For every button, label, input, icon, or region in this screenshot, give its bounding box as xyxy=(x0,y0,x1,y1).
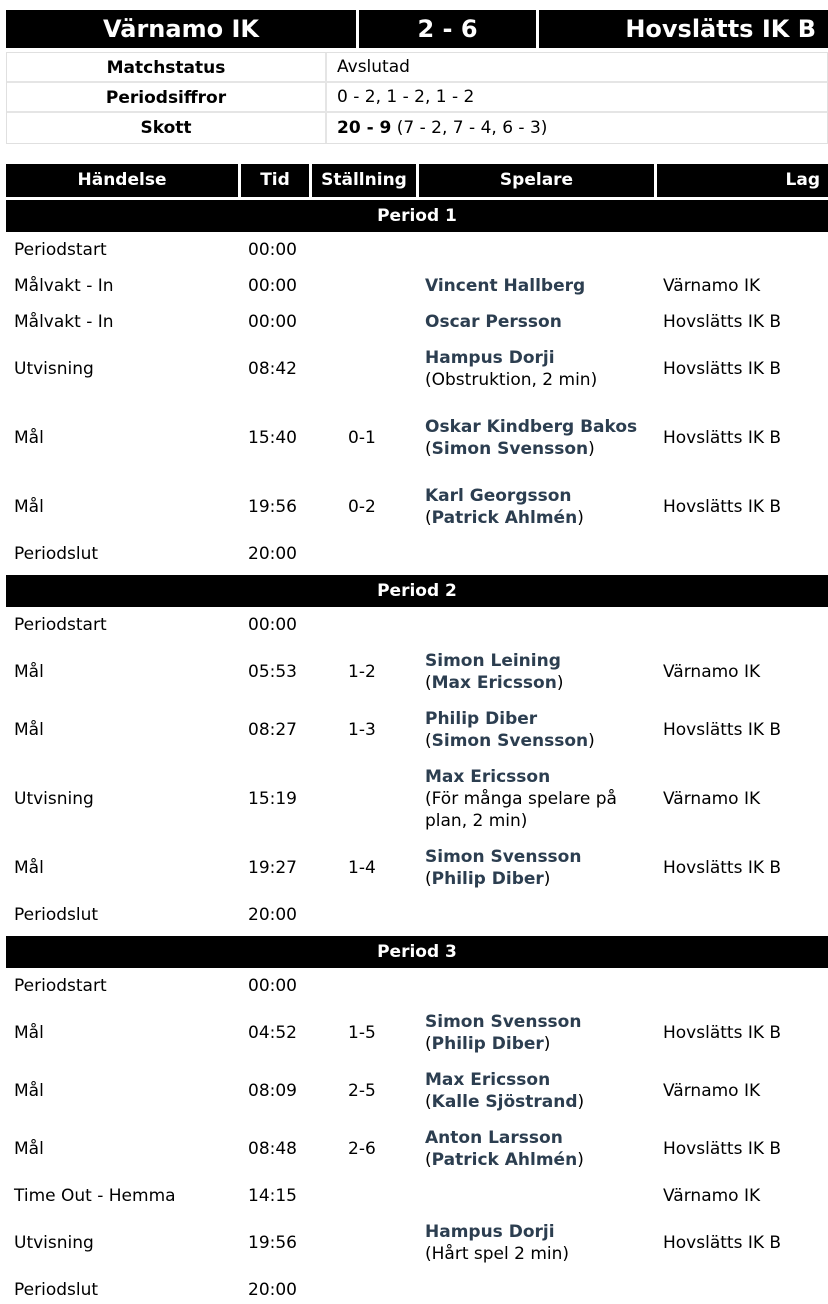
event-player-cell: Simon Svensson (Philip Diber) xyxy=(425,847,582,889)
event-type: Periodslut xyxy=(14,1280,99,1300)
event-row xyxy=(6,1120,828,1178)
penalty-detail: (Hårt spel 2 min) xyxy=(425,1244,570,1264)
event-row xyxy=(6,1062,828,1120)
event-time: 00:00 xyxy=(248,240,297,260)
event-type: Mål xyxy=(14,662,44,682)
player-name[interactable]: Max Ericsson xyxy=(425,767,551,787)
event-team: Värnamo IK xyxy=(663,662,761,682)
event-time: 15:19 xyxy=(248,789,297,809)
period-header: Period 2 xyxy=(6,575,828,607)
event-row xyxy=(6,643,828,701)
assist-player-name[interactable]: Simon Svensson xyxy=(431,439,589,459)
player-name[interactable]: Oscar Persson xyxy=(425,312,562,332)
event-team: Hovslätts IK B xyxy=(663,1233,782,1253)
event-time: 14:15 xyxy=(248,1186,297,1206)
player-name[interactable]: Simon Svensson xyxy=(425,847,582,867)
event-team: Hovslätts IK B xyxy=(663,720,782,740)
event-time: 19:27 xyxy=(248,858,297,878)
event-row xyxy=(6,398,828,478)
shots-value xyxy=(327,118,547,138)
event-row xyxy=(6,478,828,536)
event-time: 00:00 xyxy=(248,276,297,296)
event-row xyxy=(6,1272,828,1304)
player-name[interactable]: Anton Larsson xyxy=(425,1128,563,1148)
period-scores-row xyxy=(7,83,827,113)
event-player-cell xyxy=(425,347,650,391)
event-time: 08:48 xyxy=(248,1139,297,1159)
match-status-value: Avslutad xyxy=(337,57,410,77)
penalty-detail: (För många spelare på plan, 2 min) xyxy=(425,789,617,831)
event-player-cell xyxy=(425,275,650,297)
col-time: Tid xyxy=(241,164,309,197)
event-time: 19:56 xyxy=(248,497,297,517)
event-player-cell: Philip Diber (Simon Svensson) xyxy=(425,709,595,751)
event-time: 08:09 xyxy=(248,1081,297,1101)
event-player-cell xyxy=(425,766,650,832)
penalty-detail: (Obstruktion, 2 min) xyxy=(425,370,598,390)
event-time: 20:00 xyxy=(248,905,297,925)
event-type: Mål xyxy=(14,1139,44,1159)
event-row xyxy=(6,536,828,572)
player-name[interactable]: Vincent Hallberg xyxy=(425,276,586,296)
event-row xyxy=(6,232,828,268)
assist-player-name[interactable]: Philip Diber xyxy=(431,869,544,889)
event-team: Hovslätts IK B xyxy=(663,497,782,517)
event-team: Värnamo IK xyxy=(663,1186,761,1206)
event-type: Periodslut xyxy=(14,544,99,564)
match-info-table xyxy=(6,52,828,144)
col-score: Ställning xyxy=(312,164,416,197)
event-score: 2-6 xyxy=(348,1139,376,1159)
event-type: Mål xyxy=(14,1081,44,1101)
event-type: Mål xyxy=(14,1023,44,1043)
event-score: 2-5 xyxy=(348,1081,376,1101)
event-player-cell: Anton Larsson (Patrick Ahlmén) xyxy=(425,1128,584,1170)
col-team: Lag xyxy=(657,164,828,197)
event-row xyxy=(6,1004,828,1062)
event-time: 04:52 xyxy=(248,1023,297,1043)
event-time: 19:56 xyxy=(248,1233,297,1253)
event-time: 00:00 xyxy=(248,312,297,332)
event-row xyxy=(6,759,828,839)
event-time: 00:00 xyxy=(248,976,297,996)
event-type: Utvisning xyxy=(14,359,94,379)
event-player-cell: Karl Georgsson (Patrick Ahlmén) xyxy=(425,486,584,528)
event-team: Värnamo IK xyxy=(663,789,761,809)
event-type: Periodstart xyxy=(14,615,107,635)
shots-total: 20 - 9 xyxy=(337,118,392,138)
event-type: Mål xyxy=(14,428,44,448)
event-team: Hovslätts IK B xyxy=(663,428,782,448)
event-score: 1-4 xyxy=(348,858,376,878)
event-type: Utvisning xyxy=(14,789,94,809)
event-row xyxy=(6,897,828,933)
player-name[interactable]: Simon Leining xyxy=(425,651,561,671)
event-type: Periodstart xyxy=(14,240,107,260)
event-team: Hovslätts IK B xyxy=(663,312,782,332)
event-row xyxy=(6,1214,828,1272)
player-name[interactable]: Hampus Dorji xyxy=(425,1222,555,1242)
period-header: Period 3 xyxy=(6,936,828,968)
event-table-header xyxy=(6,164,828,197)
assist-player-name[interactable]: Philip Diber xyxy=(431,1034,544,1054)
assist-player-name[interactable]: Patrick Ahlmén xyxy=(431,1150,578,1170)
player-name[interactable]: Karl Georgsson xyxy=(425,486,572,506)
match-status-label: Matchstatus xyxy=(7,53,327,81)
away-team-name: Hovslätts IK B xyxy=(539,10,828,48)
shots-row xyxy=(7,113,827,143)
player-name[interactable]: Philip Diber xyxy=(425,709,538,729)
event-row xyxy=(6,340,828,398)
col-event: Händelse xyxy=(6,164,238,197)
event-team: Värnamo IK xyxy=(663,276,761,296)
event-player-cell: Oskar Kindberg Bakos (Simon Svensson) xyxy=(425,417,638,459)
period-scores-value: 0 - 2, 1 - 2, 1 - 2 xyxy=(337,87,475,107)
event-time: 20:00 xyxy=(248,1280,297,1300)
event-type: Målvakt - In xyxy=(14,312,114,332)
event-type: Mål xyxy=(14,858,44,878)
event-time: 08:27 xyxy=(248,720,297,740)
col-player: Spelare xyxy=(419,164,654,197)
final-score: 2 - 6 xyxy=(359,10,536,48)
event-row xyxy=(6,701,828,759)
event-row xyxy=(6,1178,828,1214)
home-team-name: Värnamo IK xyxy=(6,10,356,48)
shots-label: Skott xyxy=(7,113,327,143)
shots-breakdown: (7 - 2, 7 - 4, 6 - 3) xyxy=(391,118,548,138)
event-time: 20:00 xyxy=(248,544,297,564)
periods-container xyxy=(6,200,828,1304)
event-type: Målvakt - In xyxy=(14,276,114,296)
event-score: 0-2 xyxy=(348,497,376,517)
assist-player-name[interactable]: Kalle Sjöstrand xyxy=(431,1092,578,1112)
event-type: Mål xyxy=(14,497,44,517)
event-player-cell: Max Ericsson (Kalle Sjöstrand) xyxy=(425,1070,585,1112)
event-row xyxy=(6,968,828,1004)
event-row xyxy=(6,607,828,643)
event-type: Utvisning xyxy=(14,1233,94,1253)
event-time: 05:53 xyxy=(248,662,297,682)
event-type: Periodstart xyxy=(14,976,107,996)
event-player-cell: Simon Svensson (Philip Diber) xyxy=(425,1012,582,1054)
match-status-row xyxy=(7,53,827,83)
event-time: 08:42 xyxy=(248,359,297,379)
assist-player-name[interactable]: Simon Svensson xyxy=(431,731,589,751)
event-type: Time Out - Hemma xyxy=(14,1186,176,1206)
event-team: Hovslätts IK B xyxy=(663,858,782,878)
event-score: 0-1 xyxy=(348,428,376,448)
player-name[interactable]: Hampus Dorji xyxy=(425,348,555,368)
event-type: Periodslut xyxy=(14,905,99,925)
event-player-cell: Simon Leining (Max Ericsson) xyxy=(425,651,564,693)
event-team: Hovslätts IK B xyxy=(663,1139,782,1159)
event-team: Hovslätts IK B xyxy=(663,359,782,379)
event-team: Värnamo IK xyxy=(663,1081,761,1101)
event-score: 1-2 xyxy=(348,662,376,682)
event-type: Mål xyxy=(14,720,44,740)
event-row xyxy=(6,839,828,897)
assist-player-name[interactable]: Max Ericsson xyxy=(431,673,557,693)
event-row xyxy=(6,304,828,340)
period-header: Period 1 xyxy=(6,200,828,232)
event-time: 00:00 xyxy=(248,615,297,635)
event-team: Hovslätts IK B xyxy=(663,1023,782,1043)
event-player-cell xyxy=(425,1221,650,1265)
event-player-cell xyxy=(425,311,650,333)
event-score: 1-3 xyxy=(348,720,376,740)
player-name[interactable]: Oskar Kindberg Bakos xyxy=(425,417,638,437)
event-row xyxy=(6,268,828,304)
event-time: 15:40 xyxy=(248,428,297,448)
period-scores-label: Periodsiffror xyxy=(7,83,327,111)
assist-player-name[interactable]: Patrick Ahlmén xyxy=(431,508,578,528)
player-name[interactable]: Simon Svensson xyxy=(425,1012,582,1032)
player-name[interactable]: Max Ericsson xyxy=(425,1070,551,1090)
event-table xyxy=(6,164,828,1304)
score-header xyxy=(6,10,828,48)
event-score: 1-5 xyxy=(348,1023,376,1043)
